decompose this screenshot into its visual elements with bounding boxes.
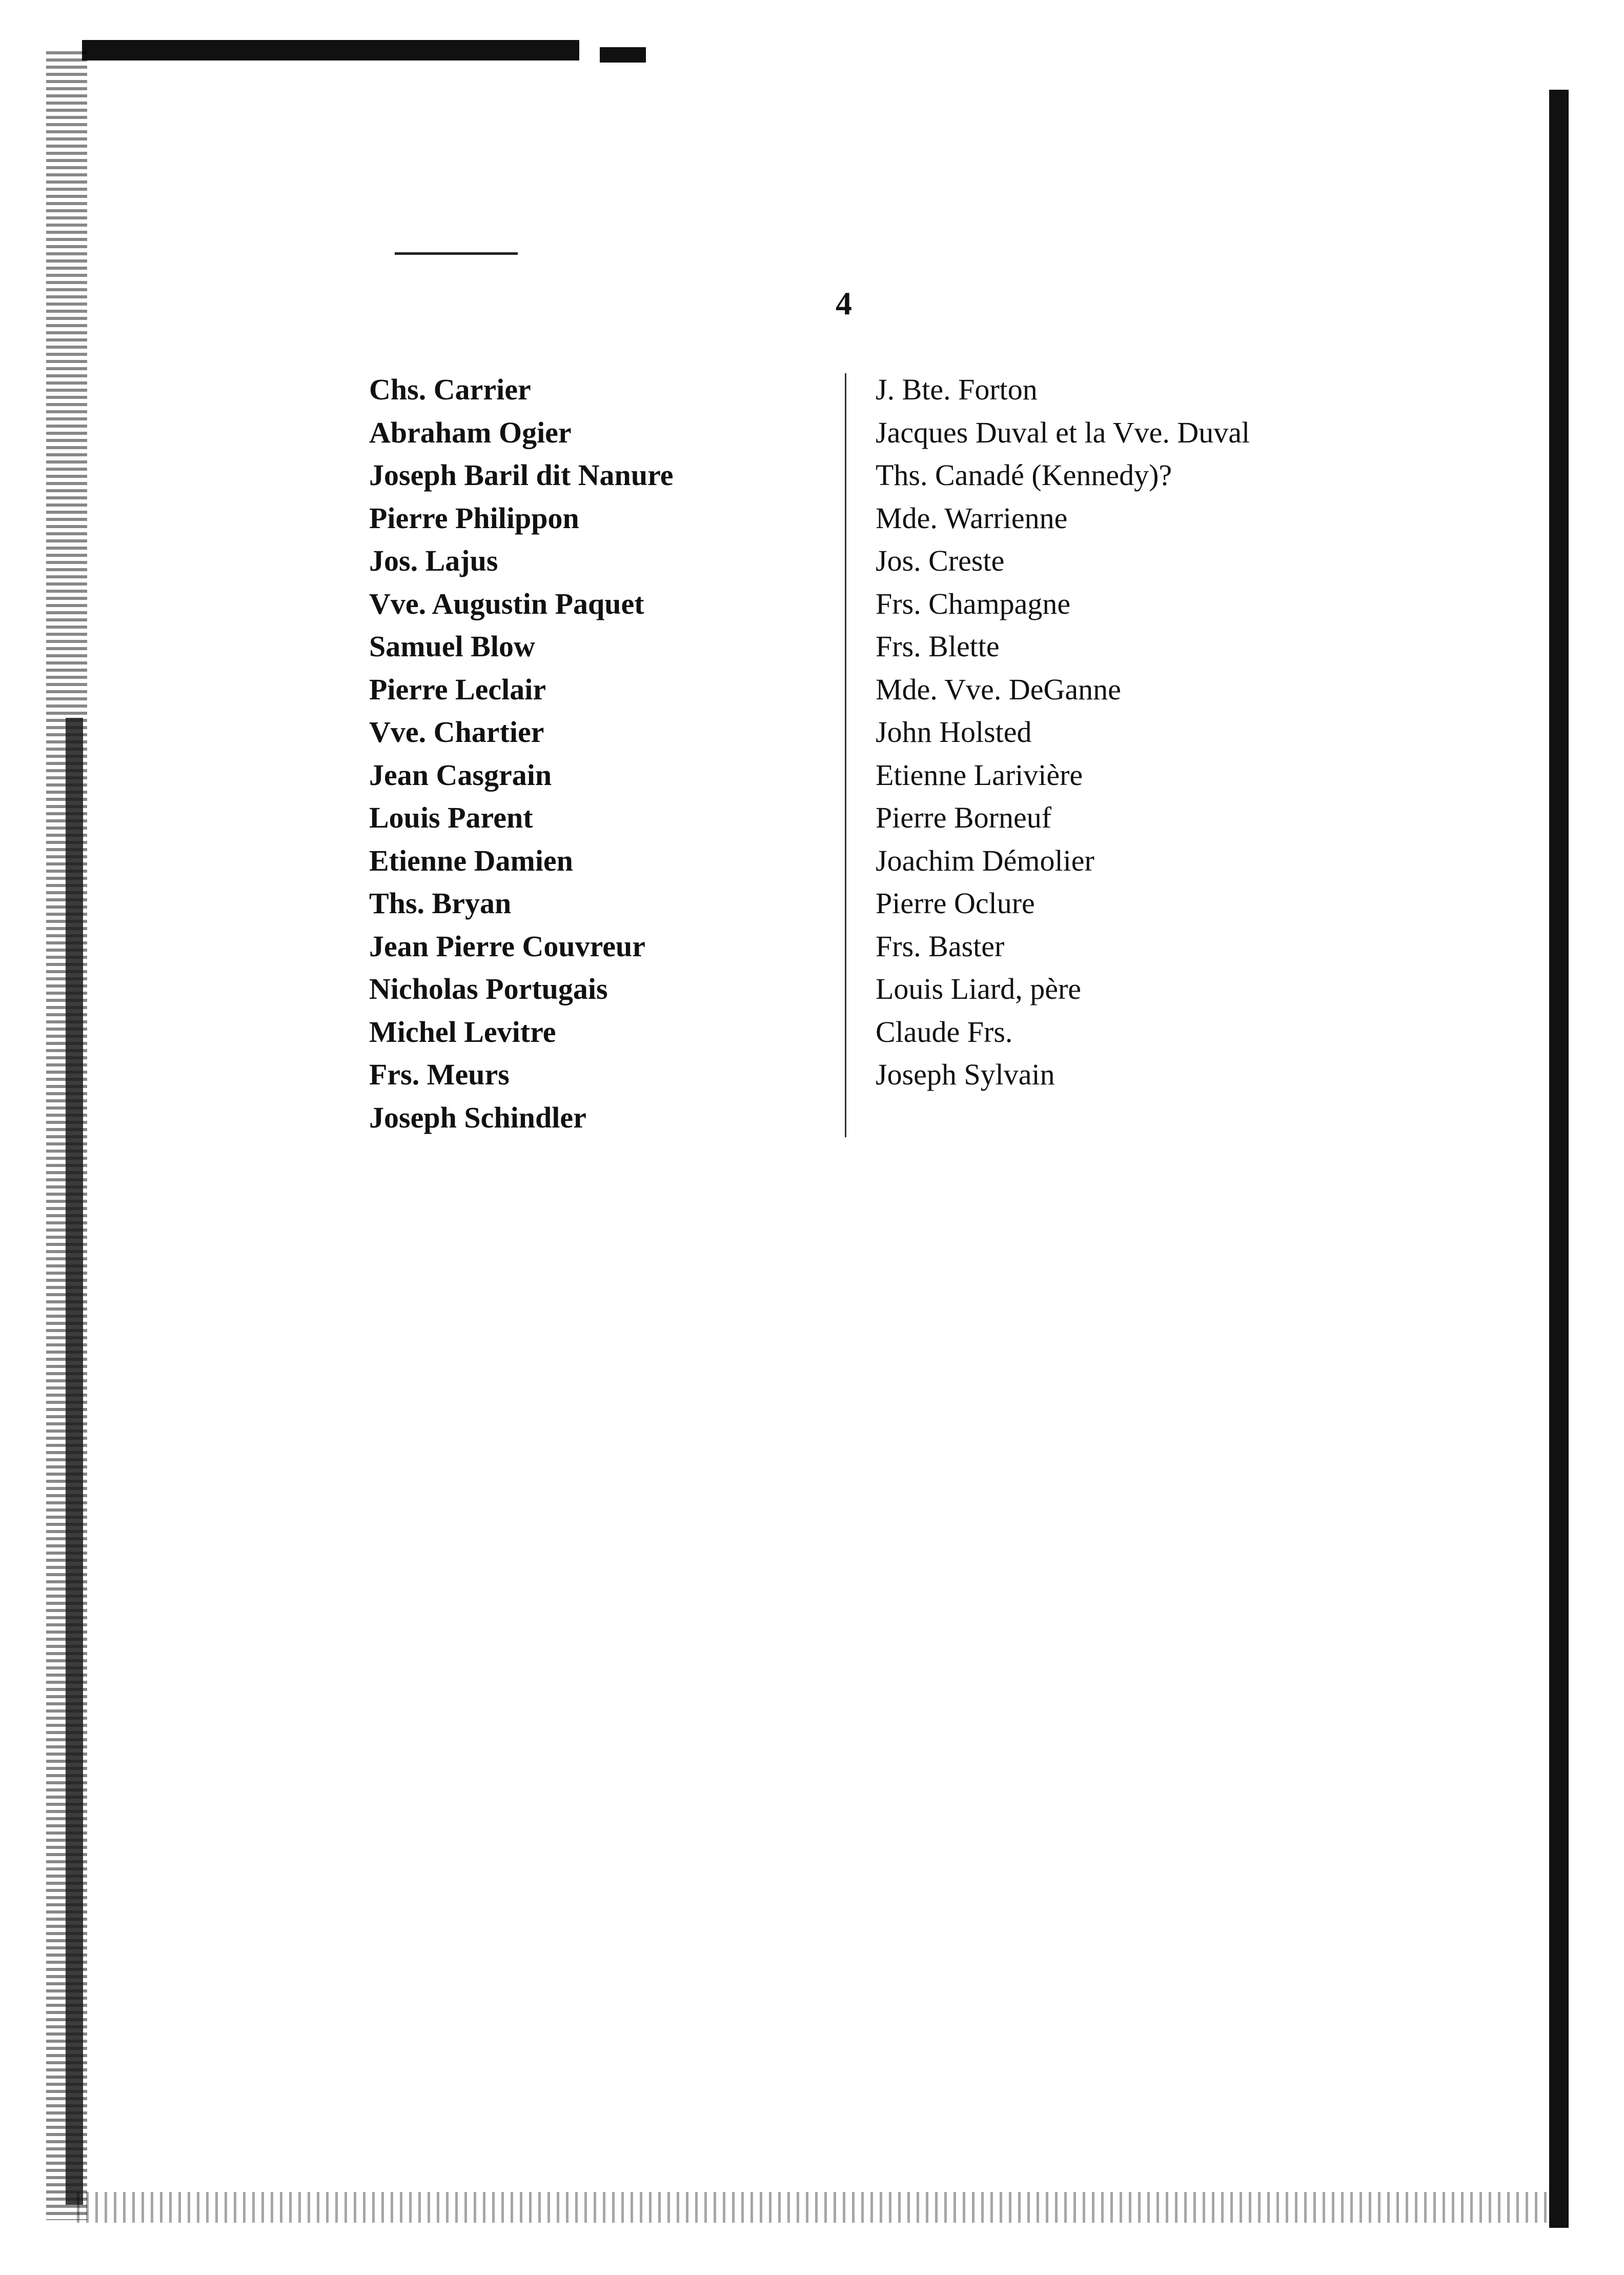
- name-entry: Joseph Baril dit Nanure: [369, 458, 674, 492]
- name-entry: Jacques Duval et la Vve. Duval: [876, 415, 1250, 449]
- scan-border-top-fragment: [600, 47, 646, 63]
- name-entry: Etienne Larivière: [876, 758, 1083, 792]
- name-entry: Ths. Canadé (Kennedy)?: [876, 458, 1172, 492]
- column-divider: [845, 373, 846, 1137]
- name-entry: Mde. Vve. DeGanne: [876, 672, 1121, 706]
- name-entry: Frs. Baster: [876, 929, 1005, 963]
- name-entry: Pierre Leclair: [369, 672, 546, 706]
- name-entry: Joseph Sylvain: [876, 1058, 1055, 1091]
- scan-border-bottom: [77, 2192, 1548, 2223]
- name-list-left: [369, 368, 674, 1139]
- name-entry: Jean Pierre Couvreur: [369, 929, 646, 963]
- name-entry: Joseph Schindler: [369, 1100, 586, 1134]
- name-entry: Ths. Bryan: [369, 887, 512, 920]
- name-entry: Frs. Blette: [876, 630, 1000, 663]
- name-entry: J. Bte. Forton: [876, 373, 1038, 406]
- name-entry: Louis Parent: [369, 801, 533, 834]
- name-entry: Louis Liard, père: [876, 972, 1082, 1005]
- name-entry: Etienne Damien: [369, 843, 573, 877]
- name-list-right: [876, 368, 1250, 1096]
- name-entry: Jean Casgrain: [369, 758, 552, 792]
- name-entry: Michel Levitre: [369, 1015, 556, 1049]
- name-entry: Abraham Ogier: [369, 415, 572, 449]
- name-entry: Vve. Augustin Paquet: [369, 587, 644, 620]
- name-entry: Jos. Lajus: [369, 544, 498, 577]
- header-mark: [395, 252, 518, 270]
- name-entry: Samuel Blow: [369, 630, 535, 663]
- name-entry: Jos. Creste: [876, 544, 1005, 577]
- scan-border-top: [82, 40, 579, 61]
- name-entry: Joachim Démolier: [876, 843, 1094, 877]
- name-entry: Vve. Chartier: [369, 715, 544, 749]
- name-entry: Nicholas Portugais: [369, 972, 608, 1005]
- name-entry: Pierre Oclure: [876, 887, 1035, 920]
- name-entry: Frs. Meurs: [369, 1058, 510, 1091]
- name-entry: Frs. Champagne: [876, 587, 1071, 620]
- name-entry: Pierre Philippon: [369, 501, 579, 535]
- name-entry: Claude Frs.: [876, 1015, 1013, 1049]
- scan-border-left-dark: [66, 718, 83, 2205]
- name-entry: John Holsted: [876, 715, 1032, 749]
- name-entry: Pierre Borneuf: [876, 801, 1052, 834]
- name-entry: Chs. Carrier: [369, 373, 531, 406]
- name-entry: Mde. Warrienne: [876, 501, 1068, 535]
- scan-border-right: [1549, 90, 1569, 2228]
- page-number: 4: [836, 285, 852, 321]
